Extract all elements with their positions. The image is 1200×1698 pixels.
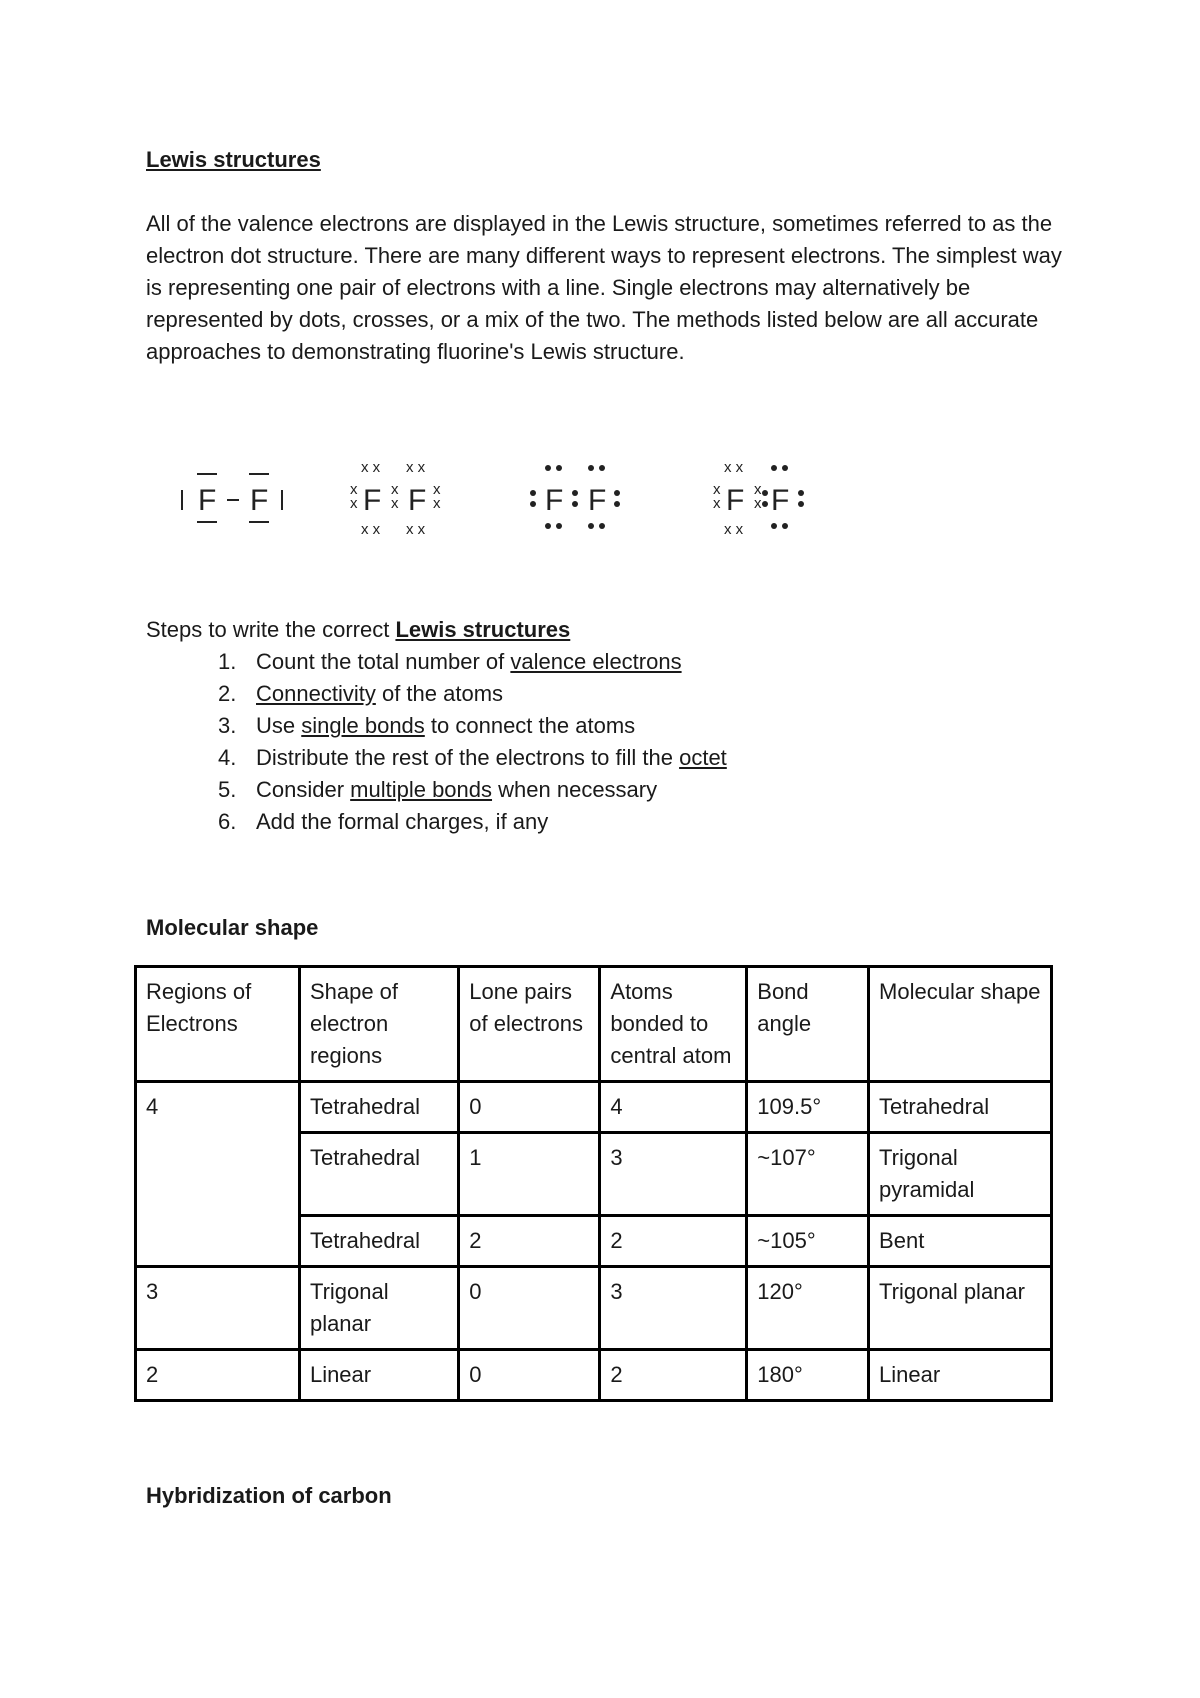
list-item: 4. Distribute the rest of the electrons to fill the octet [218,745,727,770]
table-cell: 3 [600,1133,747,1216]
svg-text:x: x [713,495,721,512]
svg-text:x x: x x [406,521,426,538]
table-header-cell: Regions of Electrons [136,967,300,1082]
table-cell: 2 [459,1216,600,1267]
table-cell: Linear [299,1350,458,1401]
table-cell: 0 [459,1267,600,1350]
svg-text:x: x [391,481,399,498]
svg-text:x: x [350,495,358,512]
table-header-cell: Molecular shape [869,967,1052,1082]
list-item: 2. Connectivity of the atoms [218,681,504,706]
svg-text:x: x [433,481,441,498]
table-cell: 3 [136,1267,300,1350]
table-row [136,1082,1052,1133]
valence-electrons-link[interactable]: valence electrons [510,649,682,674]
fluorine-symbol: F [588,484,607,517]
table-cell: 120° [747,1267,869,1350]
list-item: 3. Use single bonds to connect the atoms [218,713,636,738]
svg-text:x x: x x [361,521,381,538]
lewis-dot-notation [530,465,620,529]
table-cell: 109.5° [747,1082,869,1133]
table-cell: Tetrahedral [299,1133,458,1216]
steps-lead: Steps to write the correct [146,617,396,642]
svg-text:x x: x x [724,521,744,538]
table-cell: 0 [459,1350,600,1401]
table-cell: Linear [869,1350,1052,1401]
svg-text:x x: x x [361,459,381,476]
table-cell: Trigonal planar [869,1267,1052,1350]
fluorine-symbol: F [363,484,382,517]
table-header-cell: Atoms bonded to central atom [600,967,747,1082]
table-row [136,1267,1052,1350]
svg-text:x: x [754,495,762,512]
octet-link[interactable]: octet [679,745,727,770]
table-cell: 2 [600,1216,747,1267]
table-cell: ~107° [747,1133,869,1216]
steps-intro [146,614,570,646]
table-row [136,1350,1052,1401]
svg-text:x: x [433,495,441,512]
svg-text:x: x [391,495,399,512]
list-item: 5. Consider multiple bonds when necessary [218,777,658,802]
svg-text:x x: x x [406,459,426,476]
table-cell: 4 [600,1082,747,1133]
table-header-cell: Bond angle [747,967,869,1082]
table-cell: Tetrahedral [869,1082,1052,1133]
connectivity-link[interactable]: Connectivity [256,681,376,706]
steps-list [210,646,727,838]
intro-text: All of the valence electrons are displayed in the Lewis structure, sometimes referred to as the electron dot structure. There are many different ways to represent electrons. The simplest way is representing one pair of electrons with a line. Single electrons may alternatively be represented by dots, crosses, or a mix of the two. The methods listed below are all accurate approaches to demonstrating fluorine's Lewis structure. [146,211,1062,364]
table-header-cell: Shape of electron regions [299,967,458,1082]
fluorine-symbol: F [726,484,745,517]
table-cell: Bent [869,1216,1052,1267]
table-cell: 1 [459,1133,600,1216]
svg-text:x: x [713,481,721,498]
fluorine-symbol: F [771,484,790,517]
table-cell: 4 [136,1082,300,1267]
table-header-row [136,967,1052,1082]
lewis-structures-link[interactable]: Lewis structures [395,617,571,642]
molecular-shape-table [134,965,1053,1402]
table-cell: Tetrahedral [299,1216,458,1267]
list-item: 1. Count the total number of valence electrons [218,649,682,674]
fluorine-symbol: F [545,484,564,517]
single-bonds-link[interactable]: single bonds [301,713,425,738]
svg-text:x: x [350,481,358,498]
table-cell: 2 [600,1350,747,1401]
table-cell: Tetrahedral [299,1082,458,1133]
svg-text:x: x [754,481,762,498]
table-cell: ~105° [747,1216,869,1267]
table-cell: 180° [747,1350,869,1401]
lewis-mixed-notation [713,459,804,538]
svg-text:x x: x x [724,459,744,476]
list-item: 6. Add the formal charges, if any [218,809,549,834]
molecular-shape-heading: Molecular shape [146,915,319,940]
fluorine-symbol: F [198,484,217,517]
table-cell: 0 [459,1082,600,1133]
table-cell: 3 [600,1267,747,1350]
table-cell: 2 [136,1350,300,1401]
lewis-structures-figure [170,458,830,538]
table-cell: Trigonal pyramidal [869,1133,1052,1216]
hybridization-heading: Hybridization of carbon [146,1483,392,1508]
lewis-line-notation [182,474,282,522]
fluorine-symbol: F [250,484,269,517]
table-cell: Trigonal planar [299,1267,458,1350]
intro-paragraph [146,208,1066,368]
multiple-bonds-link[interactable]: multiple bonds [350,777,493,802]
fluorine-symbol: F [408,484,427,517]
page-title: Lewis structures [146,147,321,172]
table-header-cell: Lone pairs of electrons [459,967,600,1082]
lewis-cross-notation [350,459,441,538]
